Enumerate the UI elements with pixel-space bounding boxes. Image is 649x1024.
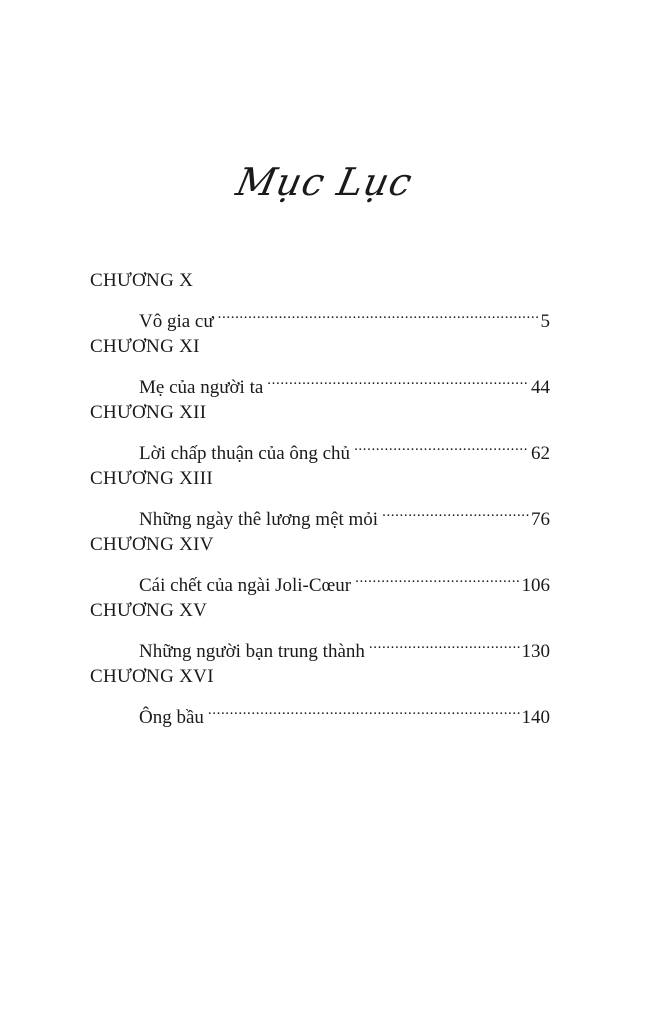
page-number: 106: [521, 575, 550, 596]
entry-title: Mẹ của người ta: [139, 377, 264, 398]
entry-title: Những người bạn trung thành: [139, 641, 365, 662]
page-number: 5: [540, 311, 550, 332]
page-number: 44: [531, 377, 550, 398]
chapter-heading: CHƯƠNG XI: [90, 336, 200, 357]
page-number: 140: [521, 707, 550, 728]
toc-entry[interactable]: [139, 697, 550, 730]
dot-leader: [208, 697, 520, 723]
page-number: 130: [521, 641, 550, 662]
dot-leader: [369, 631, 520, 657]
dot-leader: [267, 367, 529, 393]
table-of-contents: [90, 268, 550, 730]
chapter-heading: CHƯƠNG XIII: [90, 468, 214, 489]
dot-leader: [354, 433, 529, 459]
entry-title: Ông bầu: [139, 707, 204, 728]
toc-entry[interactable]: [139, 301, 550, 334]
entry-title: Vô gia cư: [139, 311, 214, 332]
toc-title: Mục Lục: [232, 160, 417, 204]
chapter-heading: CHƯƠNG X: [90, 270, 194, 291]
page-number: 62: [531, 443, 550, 464]
entry-title: Những ngày thê lương mệt mỏi: [139, 509, 379, 530]
dot-leader: [355, 565, 519, 591]
entry-title: Cái chết của ngài Joli-Cœur: [139, 575, 352, 596]
chapter-heading: CHƯƠNG XIV: [90, 534, 214, 555]
chapter-heading: CHƯƠNG XV: [90, 600, 208, 621]
chapter-heading: CHƯƠNG XVI: [90, 666, 214, 687]
entry-title: Lời chấp thuận của ông chủ: [139, 443, 351, 464]
toc-entry[interactable]: [139, 499, 550, 532]
toc-entry[interactable]: [139, 367, 550, 400]
dot-leader: [382, 499, 529, 525]
page-number: 76: [531, 509, 550, 530]
toc-entry[interactable]: [139, 631, 550, 664]
dot-leader: [218, 301, 539, 327]
toc-entry[interactable]: [139, 565, 550, 598]
toc-entry[interactable]: [139, 433, 550, 466]
chapter-heading: CHƯƠNG XII: [90, 402, 207, 423]
